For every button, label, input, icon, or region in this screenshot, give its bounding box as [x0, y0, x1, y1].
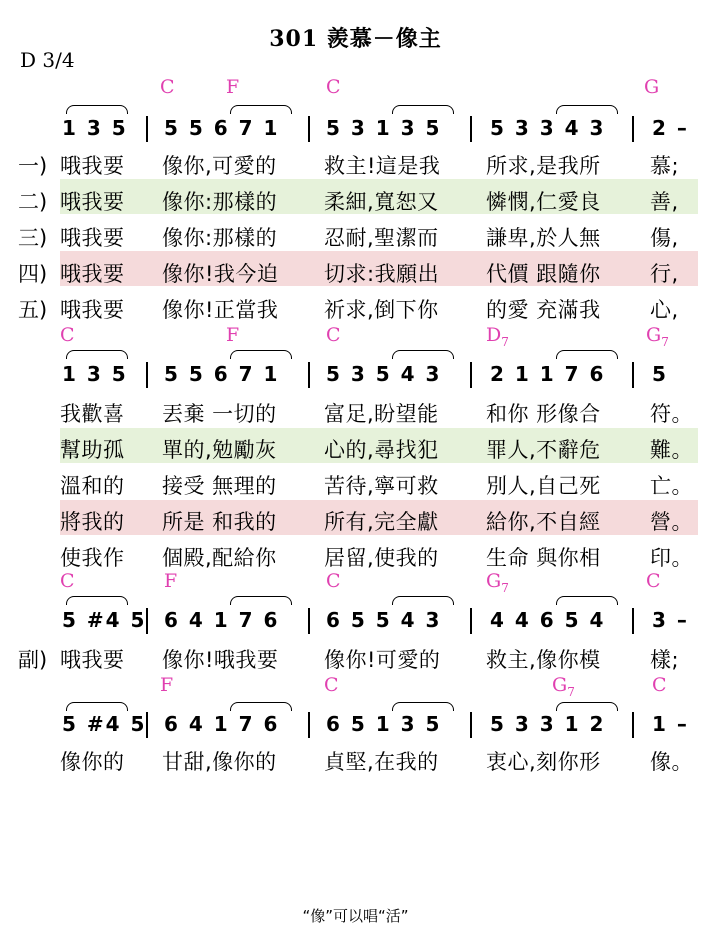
- lyric-cell: 貞堅,在我的: [324, 750, 439, 774]
- notes-measure: 1 –: [652, 712, 689, 736]
- lyric-cell: 像你!我今迫: [162, 262, 279, 286]
- barline: [470, 608, 472, 634]
- lyric-cell: 切求:我願出: [324, 262, 440, 286]
- lyric-cell: 丟棄 一切的: [162, 402, 277, 426]
- lyric-cell: 行,: [650, 262, 679, 286]
- lyric-cell: 心,: [650, 298, 679, 322]
- chord: $G_7$: [646, 324, 669, 349]
- chord: F: [226, 324, 240, 346]
- triplet-arc: [66, 702, 128, 711]
- lyric-cell: 像你!哦我要: [162, 648, 279, 672]
- barline: [470, 116, 472, 142]
- lyric-cell: 接受 無理的: [162, 474, 277, 498]
- barline: [308, 362, 310, 388]
- lyric-cell: 將我的: [60, 510, 125, 534]
- lyric-cell: 哦我要: [60, 154, 125, 178]
- lyric-cell: 心的,尋找犯: [324, 438, 439, 462]
- triplet-arc: [392, 596, 454, 605]
- chord: $D_7$: [486, 324, 509, 349]
- lyric-cell: 祈求,倒下你: [324, 298, 439, 322]
- lyric-cell: 代價 跟隨你: [486, 262, 601, 286]
- lyric-cell: 善,: [650, 190, 679, 214]
- barline: [470, 712, 472, 738]
- notes-measure: 1 3 5: [62, 362, 128, 386]
- lyric-cell: 印。: [650, 546, 693, 570]
- barline: [632, 712, 634, 738]
- triplet-arc: [392, 350, 454, 359]
- triplet-arc: [230, 596, 292, 605]
- chord: C: [326, 570, 341, 592]
- chord: C: [652, 674, 667, 696]
- lyric-cell: 忍耐,聖潔而: [324, 226, 439, 250]
- chord: C: [60, 570, 75, 592]
- lyric-cell: 柔細,寬恕又: [324, 190, 439, 214]
- triplet-arc: [66, 350, 128, 359]
- lyric-cell: 哦我要: [60, 190, 125, 214]
- verse-label: 一): [18, 154, 48, 178]
- barline: [146, 712, 148, 738]
- notes-measure: 6 4 1 7 6: [164, 712, 280, 736]
- verse-label: 三): [18, 226, 48, 250]
- notes-measure: 5 #4 5: [62, 608, 147, 632]
- barline: [632, 116, 634, 142]
- lyric-cell: 像你:那樣的: [162, 226, 278, 250]
- lyric-cell: 謙卑,於人無: [486, 226, 601, 250]
- triplet-arc: [66, 105, 128, 114]
- chord: F: [160, 674, 174, 696]
- lyric-cell: 哦我要: [60, 298, 125, 322]
- lyric-cell: 的愛 充滿我: [486, 298, 601, 322]
- lyric-cell: 救主,像你模: [486, 648, 601, 672]
- song-title: 301 羨慕－像主: [269, 26, 442, 52]
- lyric-cell: 慕;: [650, 154, 680, 178]
- lyric-cell: 生命 與你相: [486, 546, 601, 570]
- lyric-cell: 個殿,配給你: [162, 546, 277, 570]
- notes-measure: 1 3 5: [62, 116, 128, 140]
- notes-measure: 5: [652, 362, 668, 386]
- refrain-label: 副): [18, 648, 48, 672]
- lyric-cell: 哦我要: [60, 648, 125, 672]
- lyric-cell: 亡。: [650, 474, 693, 498]
- barline: [146, 116, 148, 142]
- notes-measure: 6 5 1 3 5: [326, 712, 442, 736]
- chord: C: [326, 324, 341, 346]
- footnote: “像”可以唱“活”: [302, 907, 409, 925]
- notes-measure: 5 #4 5: [62, 712, 147, 736]
- lyric-cell: 救主!這是我: [324, 154, 441, 178]
- triplet-arc: [556, 596, 618, 605]
- lyric-cell: 難。: [650, 438, 693, 462]
- chord: $G_7$: [486, 570, 509, 595]
- lyric-cell: 憐憫,仁愛良: [486, 190, 601, 214]
- triplet-arc: [392, 702, 454, 711]
- lyric-cell: 溫和的: [60, 474, 125, 498]
- lyric-cell: 我歡喜: [60, 402, 125, 426]
- chord: G: [644, 76, 660, 98]
- lyric-cell: 和你 形像合: [486, 402, 601, 426]
- triplet-arc: [556, 350, 618, 359]
- chord: C: [646, 570, 661, 592]
- chord: $G_7$: [552, 674, 575, 699]
- triplet-arc: [230, 350, 292, 359]
- triplet-arc: [230, 105, 292, 114]
- lyric-cell: 像你,可愛的: [162, 154, 277, 178]
- triplet-arc: [230, 702, 292, 711]
- triplet-arc: [66, 596, 128, 605]
- lyric-cell: 像你:那樣的: [162, 190, 278, 214]
- barline: [308, 712, 310, 738]
- lyric-cell: 哦我要: [60, 226, 125, 250]
- notes-measure: 5 3 3 4 3: [490, 116, 606, 140]
- lyric-cell: 幫助孤: [60, 438, 125, 462]
- barline: [632, 608, 634, 634]
- lyric-cell: 使我作: [60, 546, 125, 570]
- lyric-cell: 別人,自己死: [486, 474, 601, 498]
- triplet-arc: [556, 702, 618, 711]
- lyric-cell: 像你!正當我: [162, 298, 279, 322]
- lyric-cell: 衷心,刻你形: [486, 750, 601, 774]
- triplet-arc: [392, 105, 454, 114]
- lyric-cell: 所有,完全獻: [324, 510, 439, 534]
- notes-measure: 3 –: [652, 608, 689, 632]
- barline: [146, 362, 148, 388]
- verse-label: 五): [18, 298, 48, 322]
- notes-measure: 5 3 5 4 3: [326, 362, 442, 386]
- lyric-cell: 罪人,不辭危: [486, 438, 601, 462]
- lyric-cell: 哦我要: [60, 262, 125, 286]
- notes-measure: 5 5 6 7 1: [164, 116, 280, 140]
- lyric-cell: 甘甜,像你的: [162, 750, 277, 774]
- lyric-cell: 給你,不自經: [486, 510, 601, 534]
- verse-label: 四): [18, 262, 48, 286]
- notes-measure: 6 5 5 4 3: [326, 608, 442, 632]
- lyric-cell: 所是 和我的: [162, 510, 277, 534]
- lyric-cell: 富足,盼望能: [324, 402, 439, 426]
- lyric-cell: 像。: [650, 750, 693, 774]
- chord: F: [164, 570, 178, 592]
- lyric-cell: 營。: [650, 510, 693, 534]
- lyric-cell: 傷,: [650, 226, 679, 250]
- lyric-cell: 符。: [650, 402, 693, 426]
- barline: [146, 608, 148, 634]
- lyric-cell: 單的,勉勵灰: [162, 438, 277, 462]
- chord: C: [60, 324, 75, 346]
- chord: C: [160, 76, 175, 98]
- notes-measure: 2 –: [652, 116, 689, 140]
- lyric-cell: 所求,是我所: [486, 154, 601, 178]
- barline: [308, 116, 310, 142]
- notes-measure: 5 3 1 3 5: [326, 116, 442, 140]
- key-signature: D 3/4: [20, 48, 75, 72]
- notes-measure: 6 4 1 7 6: [164, 608, 280, 632]
- notes-measure: 5 3 3 1 2: [490, 712, 606, 736]
- triplet-arc: [556, 105, 618, 114]
- notes-measure: 2 1 1 7 6: [490, 362, 606, 386]
- barline: [470, 362, 472, 388]
- notes-measure: 5 5 6 7 1: [164, 362, 280, 386]
- notes-measure: 4 4 6 5 4: [490, 608, 606, 632]
- chord: C: [324, 674, 339, 696]
- chord: F: [226, 76, 240, 98]
- barline: [308, 608, 310, 634]
- lyric-cell: 居留,使我的: [324, 546, 439, 570]
- verse-label: 二): [18, 190, 48, 214]
- lyric-cell: 像你!可愛的: [324, 648, 441, 672]
- lyric-cell: 苦待,寧可救: [324, 474, 439, 498]
- lyric-cell: 樣;: [650, 648, 680, 672]
- barline: [632, 362, 634, 388]
- lyric-cell: 像你的: [60, 750, 125, 774]
- chord: C: [326, 76, 341, 98]
